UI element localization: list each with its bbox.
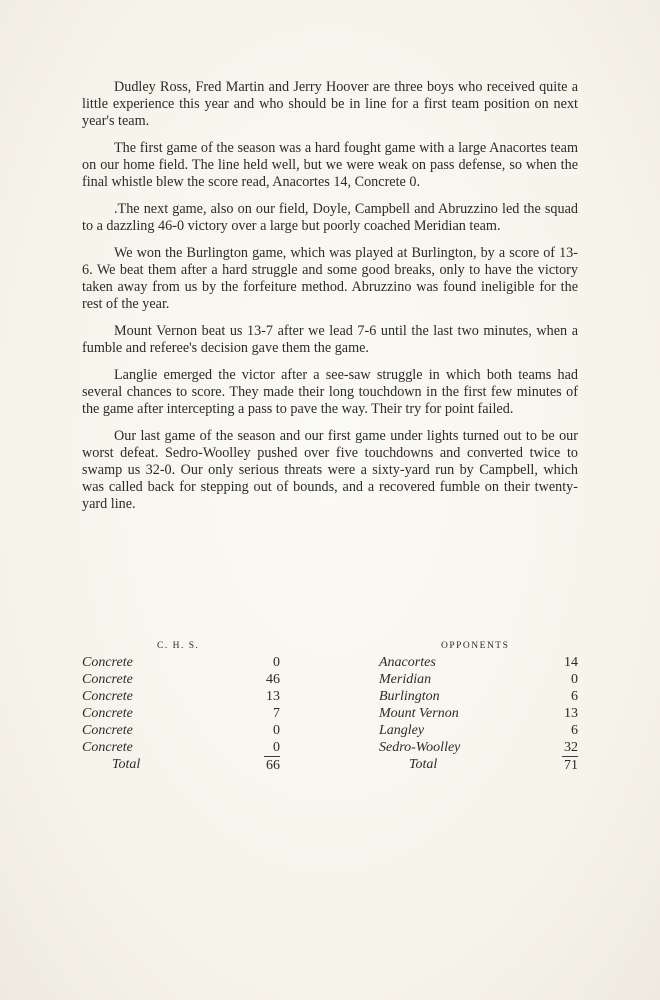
- team-name: Meridian: [379, 672, 432, 687]
- team-points: 32: [564, 740, 578, 755]
- team-points: 13: [564, 706, 578, 721]
- total-label: Total: [112, 757, 141, 772]
- team-name: Langley: [379, 723, 425, 738]
- score-row: [379, 722, 578, 739]
- paragraph: .The next game, also on our field, Doyle, Campbell and Abruzzino led the squad to a dazzling 46-0 victory over a large but poorly coached Meridian team.: [82, 201, 578, 234]
- score-row: [82, 739, 280, 756]
- score-row: [379, 705, 578, 722]
- total-label: Total: [409, 757, 438, 772]
- total-points: 71: [564, 758, 578, 773]
- team-points: 0: [273, 723, 280, 738]
- total-points: 66: [266, 758, 280, 773]
- team-points: 14: [564, 655, 578, 670]
- paragraph: Langlie emerged the victor after a see-saw struggle in which both teams had several chances to score. They made their long touchdown in the first few minutes of the game after intercepting a pass to pave the way. Their try for point failed.: [82, 367, 578, 417]
- score-row: [379, 654, 578, 671]
- opponents-heading: OPPONENTS: [441, 641, 510, 651]
- paragraph: We won the Burlington game, which was played at Burlington, by a score of 13-6. We beat them after a hard struggle and some good breaks, only to have the victory taken away from us by the forfeiture method. Abruzzino was found ineligible for the rest of the year.: [82, 245, 578, 312]
- score-row: [82, 671, 280, 688]
- total-row: [379, 756, 578, 773]
- score-row: [82, 722, 280, 739]
- team-points: 7: [273, 706, 280, 721]
- team-name: Burlington: [379, 689, 440, 704]
- paragraph: Our last game of the season and our first game under lights turned out to be our worst defeat. Sedro-Woolley pushed over five touchdowns and converted twice to swamp us 32-0. Our only serious threats were a sixty-yard run by Campbell, which was called back for stepping out of bounds, and a recovered fumble on their twenty-yard line.: [82, 428, 578, 512]
- article-body: [82, 79, 578, 523]
- score-row: [82, 654, 280, 671]
- paragraph: Dudley Ross, Fred Martin and Jerry Hoover are three boys who received quite a little experience this year and who should be in line for a first team position on next year's team.: [82, 79, 578, 129]
- chs-scores-column: [82, 638, 280, 773]
- score-row: [379, 739, 578, 756]
- score-row: [379, 671, 578, 688]
- score-row: [82, 688, 280, 705]
- team-name: Mount Vernon: [379, 706, 459, 721]
- team-name: Concrete: [82, 689, 133, 704]
- total-row: [82, 756, 280, 773]
- team-points: 46: [266, 672, 280, 687]
- team-name: Concrete: [82, 655, 133, 670]
- score-row: [379, 688, 578, 705]
- team-points: 0: [273, 655, 280, 670]
- team-points: 6: [571, 723, 578, 738]
- team-points: 6: [571, 689, 578, 704]
- team-name: Concrete: [82, 740, 133, 755]
- team-name: Sedro-Woolley: [379, 740, 461, 755]
- team-name: Concrete: [82, 672, 133, 687]
- paragraph: The first game of the season was a hard fought game with a large Anacortes team on our home field. The line held well, but we were weak on pass defense, so when the final whistle blew the score read, Anacortes 14, Concrete 0.: [82, 140, 578, 190]
- score-row: [82, 705, 280, 722]
- team-points: 0: [273, 740, 280, 755]
- opponents-scores-column: [379, 638, 578, 773]
- team-name: Anacortes: [379, 655, 436, 670]
- chs-heading: C. H. S.: [157, 641, 200, 651]
- team-name: Concrete: [82, 723, 133, 738]
- team-points: 0: [571, 672, 578, 687]
- team-name: Concrete: [82, 706, 133, 721]
- paragraph: Mount Vernon beat us 13-7 after we lead 7-6 until the last two minutes, when a fumble and referee's decision gave them the game.: [82, 323, 578, 356]
- team-points: 13: [266, 689, 280, 704]
